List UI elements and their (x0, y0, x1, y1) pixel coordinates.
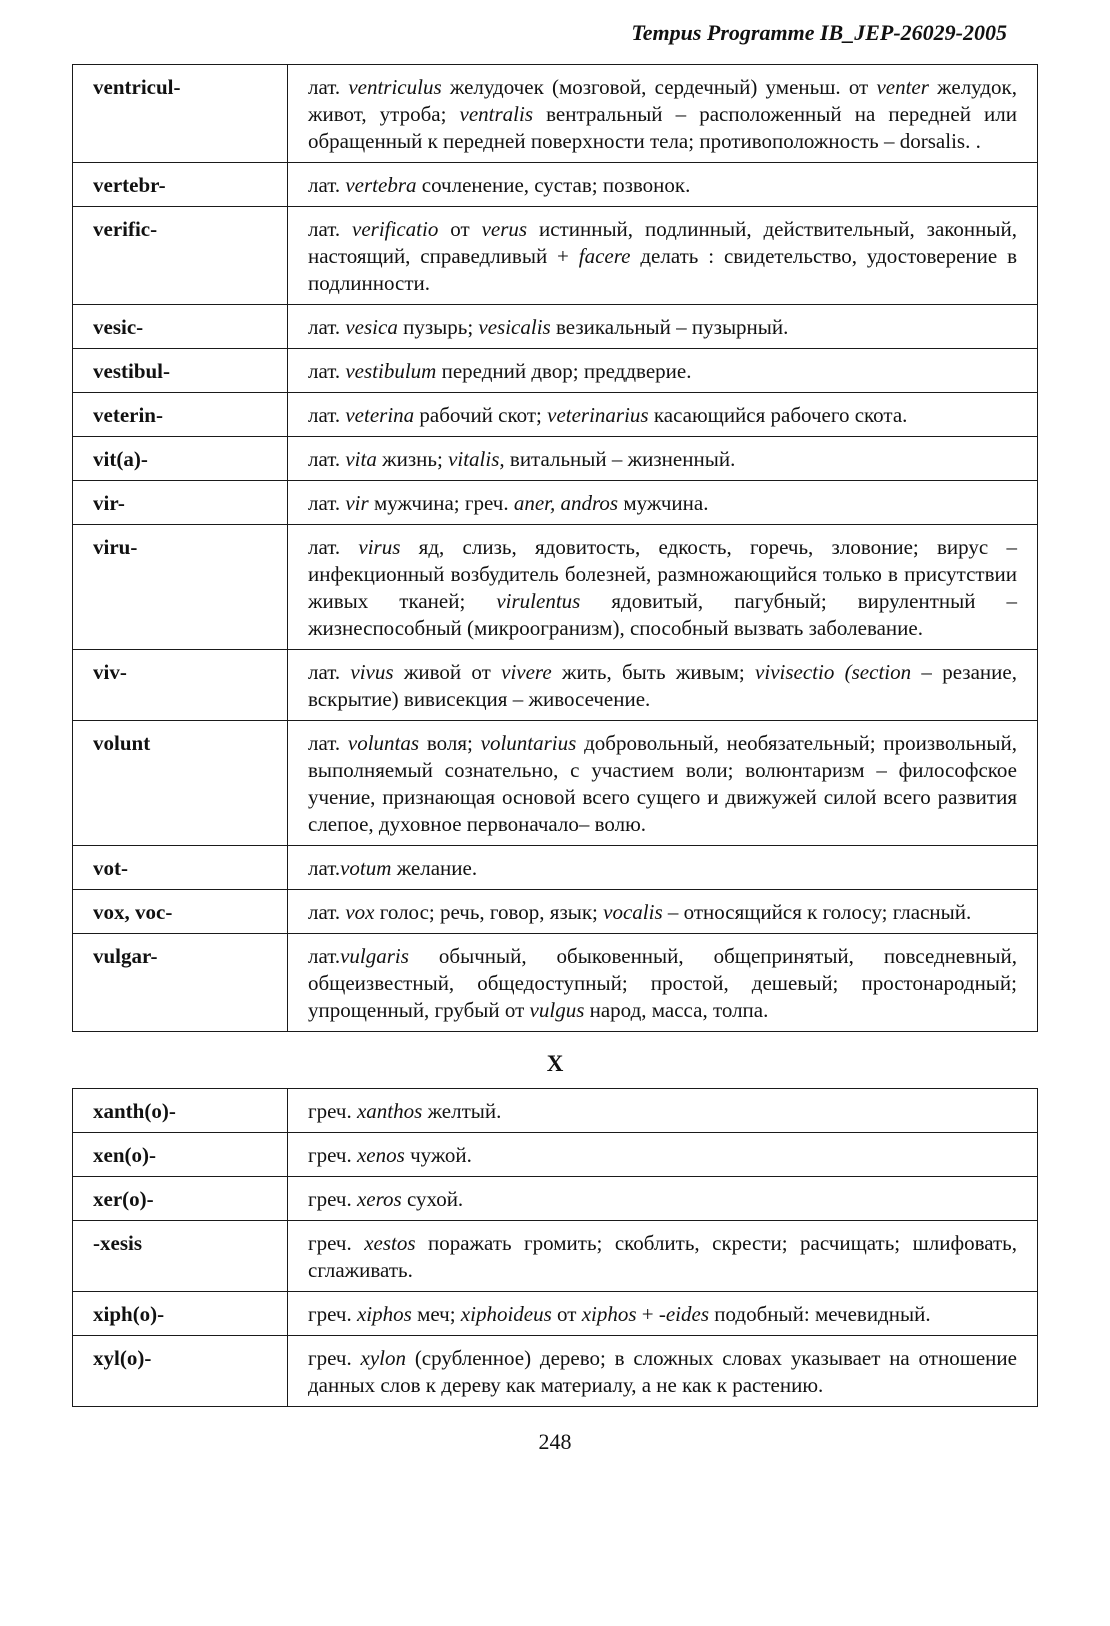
glossary-body-v (73, 65, 1038, 1032)
definition-text: – относящийся к голосу; гласный. (662, 900, 972, 924)
glossary-term: vot- (73, 846, 288, 890)
definition-italic-term: xiphos (356, 1302, 412, 1326)
definition-text: греч. (308, 1143, 357, 1167)
glossary-row (73, 890, 1038, 934)
definition-italic-term: vivus (350, 660, 394, 684)
glossary-definition (288, 1336, 1038, 1407)
glossary-definition (288, 890, 1038, 934)
definition-text: лат. (308, 75, 349, 99)
definition-text: лат. (308, 491, 346, 515)
definition-text: жизнь; (376, 447, 449, 471)
definition-text: лат. (308, 731, 348, 755)
definition-text: голос; речь, говор, язык; (374, 900, 604, 924)
definition-italic-term: xanthos (356, 1099, 423, 1123)
definition-text: лат. (308, 447, 346, 471)
glossary-term: viru- (73, 525, 288, 650)
glossary-definition (288, 934, 1038, 1032)
definition-text: обычный, обыковенный, общепринятый, повседневный, общеизвестный, общедоступный; простой, дешевый; простонародный; упрощенный, грубый от (308, 944, 1017, 1022)
glossary-row (73, 437, 1038, 481)
definition-text: лат. (308, 660, 351, 684)
definition-italic-term: veterina (345, 403, 415, 427)
definition-text: желудочек (мозговой, сердечный) уменьш. от (441, 75, 877, 99)
glossary-definition (288, 721, 1038, 846)
glossary-definition (288, 163, 1038, 207)
glossary-definition (288, 305, 1038, 349)
glossary-row (73, 525, 1038, 650)
glossary-term: veterin- (73, 393, 288, 437)
definition-text: вентральный – расположенный на передней или обращенный к передней поверхности тела; противоположность – dorsalis. . (308, 102, 1017, 153)
definition-text: желтый. (422, 1099, 502, 1123)
definition-italic-term: verificatio (352, 217, 439, 241)
definition-italic-term: venter (876, 75, 929, 99)
definition-italic-term: xenos (356, 1143, 405, 1167)
glossary-definition (288, 1089, 1038, 1133)
glossary-row (73, 1177, 1038, 1221)
definition-italic-term: vocalis (603, 900, 663, 924)
definition-text: лат. (308, 359, 346, 383)
definition-italic-term: vertebra (345, 173, 417, 197)
definition-text: лат. (308, 900, 346, 924)
glossary-row (73, 1221, 1038, 1292)
glossary-term: vestibul- (73, 349, 288, 393)
definition-italic-term: xestos (364, 1231, 416, 1255)
definition-text: мужчина; греч. (368, 491, 514, 515)
definition-text: делать : свидетельство, удостоверение в подлинности. (308, 244, 1017, 295)
glossary-term: xen(o)- (73, 1133, 288, 1177)
definition-italic-term: vesica (345, 315, 398, 339)
definition-italic-term: vulgaris (340, 944, 409, 968)
definition-italic-term: ventriculus (348, 75, 442, 99)
definition-italic-term: virus (358, 535, 401, 559)
page-number: 248 (538, 1429, 572, 1454)
section-letter-x: X (546, 1051, 564, 1076)
glossary-row (73, 846, 1038, 890)
definition-italic-term: xiphos (581, 1302, 637, 1326)
definition-text: касающийся рабочего скота. (648, 403, 908, 427)
definition-italic-term: votum (340, 856, 392, 880)
definition-italic-term: virulentus (496, 589, 581, 613)
definition-text: яд, слизь, ядовитость, едкость, горечь, зловоние; вирус – инфекционный возбудитель болезней, размножающийся только в присутствии живых тканей; (308, 535, 1017, 613)
running-header: Tempus Programme IB_JEP-26029-2005 (631, 20, 1007, 45)
definition-text: добровольный, необязательный; произвольный, выполняемый сознательно, с участием воли; волюнтаризм – философское учение, признающая основой всего сущего и движужей силой всего развития слепое, духовное первоначало– волю. (308, 731, 1018, 836)
definition-text: рабочий скот; (414, 403, 548, 427)
glossary-definition (288, 525, 1038, 650)
definition-italic-term: vox (345, 900, 375, 924)
glossary-definition (288, 1177, 1038, 1221)
glossary-row (73, 481, 1038, 525)
glossary-definition (288, 1133, 1038, 1177)
definition-text: чужой. (404, 1143, 472, 1167)
definition-text: желание. (391, 856, 478, 880)
definition-italic-term: vita (345, 447, 377, 471)
definition-text: лат. (308, 403, 346, 427)
definition-text: подобный: мечевидный. (709, 1302, 931, 1326)
definition-text: греч. (308, 1099, 357, 1123)
definition-text: меч; (411, 1302, 461, 1326)
definition-text: от (551, 1302, 582, 1326)
glossary-definition (288, 846, 1038, 890)
glossary-definition (288, 1292, 1038, 1336)
definition-text: желудок, живот, утроба; (308, 75, 1017, 126)
definition-italic-term: vivisectio (section (755, 660, 912, 684)
definition-text: лат. (308, 856, 341, 880)
glossary-table-v (72, 64, 1038, 1032)
glossary-definition (288, 393, 1038, 437)
definition-text: мужчина. (618, 491, 709, 515)
glossary-term: vit(a)- (73, 437, 288, 481)
definition-text: поражать громить; скоблить, скрести; расчищать; шлифовать, сглаживать. (308, 1231, 1017, 1282)
definition-text: жить, быть живым; (551, 660, 756, 684)
definition-text: везикальный – пузырный. (550, 315, 789, 339)
glossary-row (73, 650, 1038, 721)
glossary-definition (288, 481, 1038, 525)
definition-text: истинный, подлинный, действительный, законный, настоящий, справедливый + (308, 217, 1018, 268)
definition-text: (срубленное) дерево; в сложных словах указывает на отношение данных слов к дереву как материалу, а не как к растению. (308, 1346, 1017, 1397)
definition-text: греч. (308, 1302, 357, 1326)
glossary-row (73, 65, 1038, 163)
glossary-term: vir- (73, 481, 288, 525)
definition-italic-term: vivere (501, 660, 552, 684)
glossary-term: ventricul- (73, 65, 288, 163)
definition-text: от (438, 217, 482, 241)
glossary-term: vulgar- (73, 934, 288, 1032)
definition-text: пузырь; (397, 315, 479, 339)
glossary-row (73, 1336, 1038, 1407)
definition-text: греч. (308, 1231, 365, 1255)
definition-italic-term: vitalis, (448, 447, 505, 471)
definition-text: воля; (419, 731, 481, 755)
definition-text: сухой. (401, 1187, 464, 1211)
glossary-term: verific- (73, 207, 288, 305)
glossary-row (73, 305, 1038, 349)
definition-text: лат. (308, 944, 341, 968)
glossary-row (73, 393, 1038, 437)
glossary-row (73, 1133, 1038, 1177)
glossary-term: xyl(o)- (73, 1336, 288, 1407)
definition-text: лат. (308, 217, 353, 241)
glossary-term: volunt (73, 721, 288, 846)
definition-italic-term: voluntarius (480, 731, 577, 755)
definition-text: передний двор; преддверие. (436, 359, 692, 383)
glossary-definition (288, 207, 1038, 305)
definition-text: ядовитый, пагубный; вирулентный – жизнеспособный (микроогранизм), способный вызвать заболевание. (308, 589, 1018, 640)
definition-italic-term: xiphoideus (460, 1302, 552, 1326)
definition-text: греч. (308, 1346, 361, 1370)
glossary-row (73, 163, 1038, 207)
glossary-term: xanth(o)- (73, 1089, 288, 1133)
glossary-definition (288, 65, 1038, 163)
definition-text: народ, масса, толпа. (584, 998, 769, 1022)
glossary-table-x (72, 1088, 1038, 1407)
glossary-row (73, 207, 1038, 305)
glossary-term: xiph(o)- (73, 1292, 288, 1336)
definition-italic-term: vestibulum (345, 359, 437, 383)
glossary-row (73, 1089, 1038, 1133)
definition-italic-term: -eides (658, 1302, 710, 1326)
definition-italic-term: xylon (360, 1346, 407, 1370)
definition-italic-term: vir (345, 491, 369, 515)
definition-italic-term: vulgus (529, 998, 585, 1022)
definition-italic-term: aner, andros (513, 491, 619, 515)
definition-italic-term: ventralis (459, 102, 534, 126)
glossary-term: xer(o)- (73, 1177, 288, 1221)
definition-text: греч. (308, 1187, 357, 1211)
glossary-row (73, 1292, 1038, 1336)
definition-italic-term: verus (481, 217, 528, 241)
definition-italic-term: vesicalis (478, 315, 551, 339)
glossary-row (73, 934, 1038, 1032)
definition-text: лат. (308, 315, 346, 339)
glossary-definition (288, 437, 1038, 481)
glossary-row (73, 349, 1038, 393)
glossary-term: vertebr- (73, 163, 288, 207)
definition-text: живой от (393, 660, 502, 684)
definition-text: витальный – жизненный. (504, 447, 736, 471)
glossary-definition (288, 349, 1038, 393)
glossary-body-x (73, 1089, 1038, 1407)
definition-text: + (636, 1302, 659, 1326)
definition-text: сочленение, сустав; позвонок. (416, 173, 691, 197)
definition-italic-term: voluntas (347, 731, 420, 755)
glossary-term: vesic- (73, 305, 288, 349)
glossary-definition (288, 650, 1038, 721)
definition-italic-term: xeros (356, 1187, 402, 1211)
glossary-definition (288, 1221, 1038, 1292)
glossary-row (73, 721, 1038, 846)
definition-text: лат. (308, 173, 346, 197)
definition-text: – резание, вскрытие) вивисекция – живосечение. (308, 660, 1017, 711)
definition-italic-term: facere (578, 244, 631, 268)
glossary-term: viv- (73, 650, 288, 721)
definition-italic-term: veterinarius (547, 403, 649, 427)
definition-text: лат. (308, 535, 359, 559)
glossary-term: -xesis (73, 1221, 288, 1292)
glossary-term: vox, voc- (73, 890, 288, 934)
